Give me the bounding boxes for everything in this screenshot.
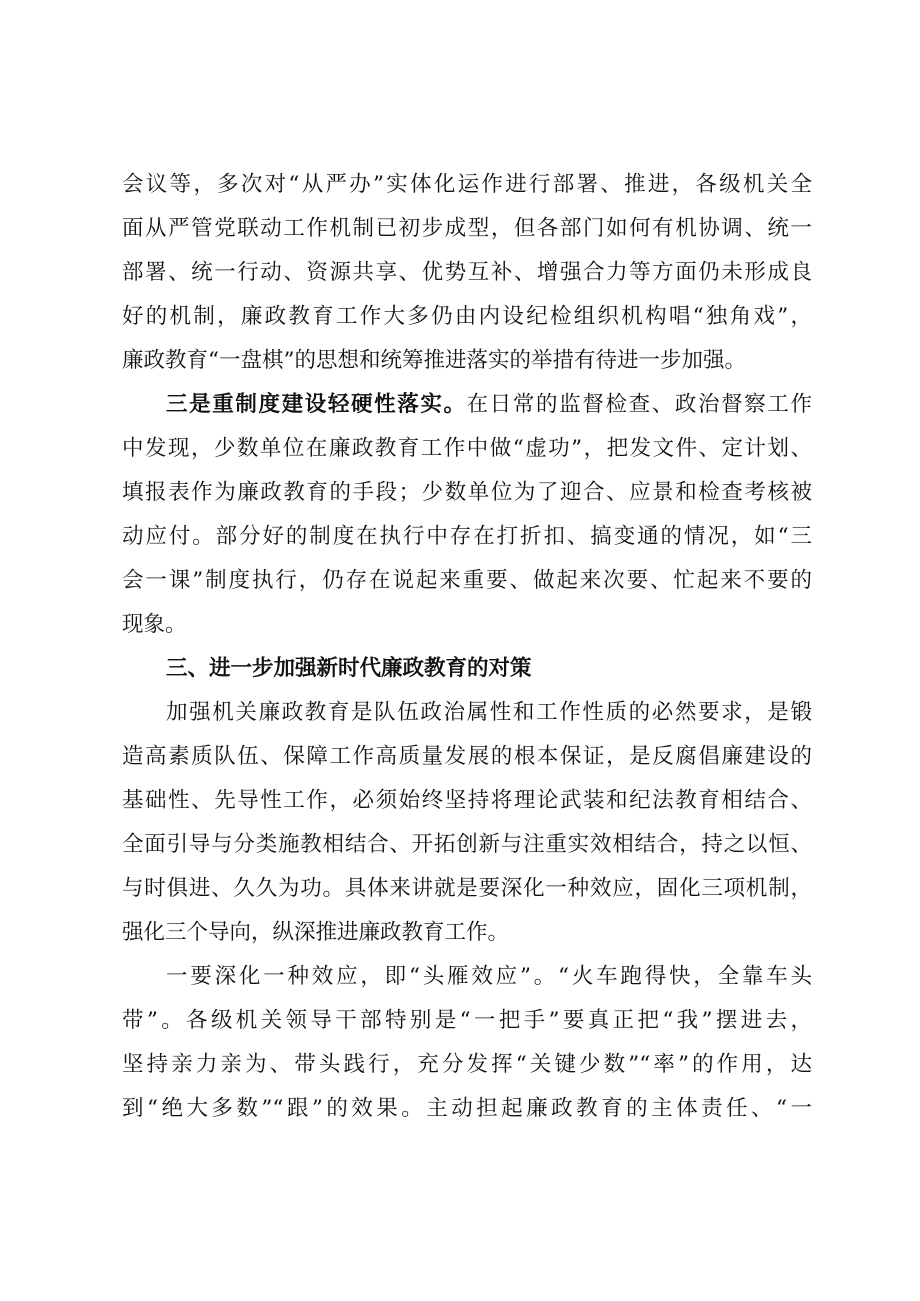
para3-line-1: 加强机关廉政教育是队伍政治属性和工作性质的必然要求，是锻 [166,700,812,725]
para3-line-3: 基础性、先导性工作，必须始终坚持将理论武装和纪法教育相结合、 [122,788,812,813]
para2-line-5: 会一课”制度执行，仍存在说起来重要、做起来次要、忙起来不要的 [122,568,812,593]
para3-line-4: 全面引导与分类施教相结合、开拓创新与注重实效相结合，持之以恒、 [122,832,812,857]
para3-line-5: 与时俱进、久久为功。具体来讲就是要深化一种效应，固化三项机制， [122,876,812,901]
para1-line-4: 好的机制，廉政教育工作大多仍由内设纪检组织机构唱“独角戏”， [122,304,812,329]
para4-line-4: 到“绝大多数”“跟”的效果。主动担起廉政教育的主体责任、“一 [122,1096,812,1121]
para3-line-2: 造高素质队伍、保障工作高质量发展的根本保证，是反腐倡廉建设的 [122,744,812,769]
para2-line-4: 动应付。部分好的制度在执行中存在打折扣、搞变通的情况，如“三 [122,524,812,549]
para2-line-2: 中发现，少数单位在廉政教育工作中做“虚功”，把发文件、定计划、 [122,436,812,461]
para1-line-3: 部署、统一行动、资源共享、优势互补、增强合力等方面仍未形成良 [122,260,812,285]
para4-line-2: 带”。各级机关领导干部特别是“一把手”要真正把“我”摆进去， [122,1008,812,1033]
para2-line-3: 填报表作为廉政教育的手段；少数单位为了迎合、应景和检查考核被 [122,480,812,505]
para1-line-2: 面从严管党联动工作机制已初步成型，但各部门如何有机协调、统一 [122,216,812,241]
para2-first-rest: 在日常的监督检查、政治督察工作 [466,392,812,417]
para4-line-3: 坚持亲力亲为、带头践行，充分发挥“关键少数”“率”的作用，达 [122,1052,812,1077]
para3-line-6: 强化三个导向，纵深推进廉政教育工作。 [122,920,510,945]
para2-lead-bold: 三是重制度建设轻硬性落实。 [166,392,467,417]
section-heading: 三、进一步加强新时代廉政教育的对策 [166,656,532,681]
para1-line-1: 会议等，多次对“从严办”实体化运作进行部署、推进，各级机关全 [122,172,812,197]
para1-line-5: 廉政教育“一盘棋”的思想和统筹推进落实的举措有待进一步加强。 [122,348,746,373]
para2-line-6: 现象。 [122,612,187,637]
para4-line-1: 一要深化一种效应，即“头雁效应”。“火车跑得快，全靠车头 [166,964,812,989]
para2-line-1 [166,390,812,420]
